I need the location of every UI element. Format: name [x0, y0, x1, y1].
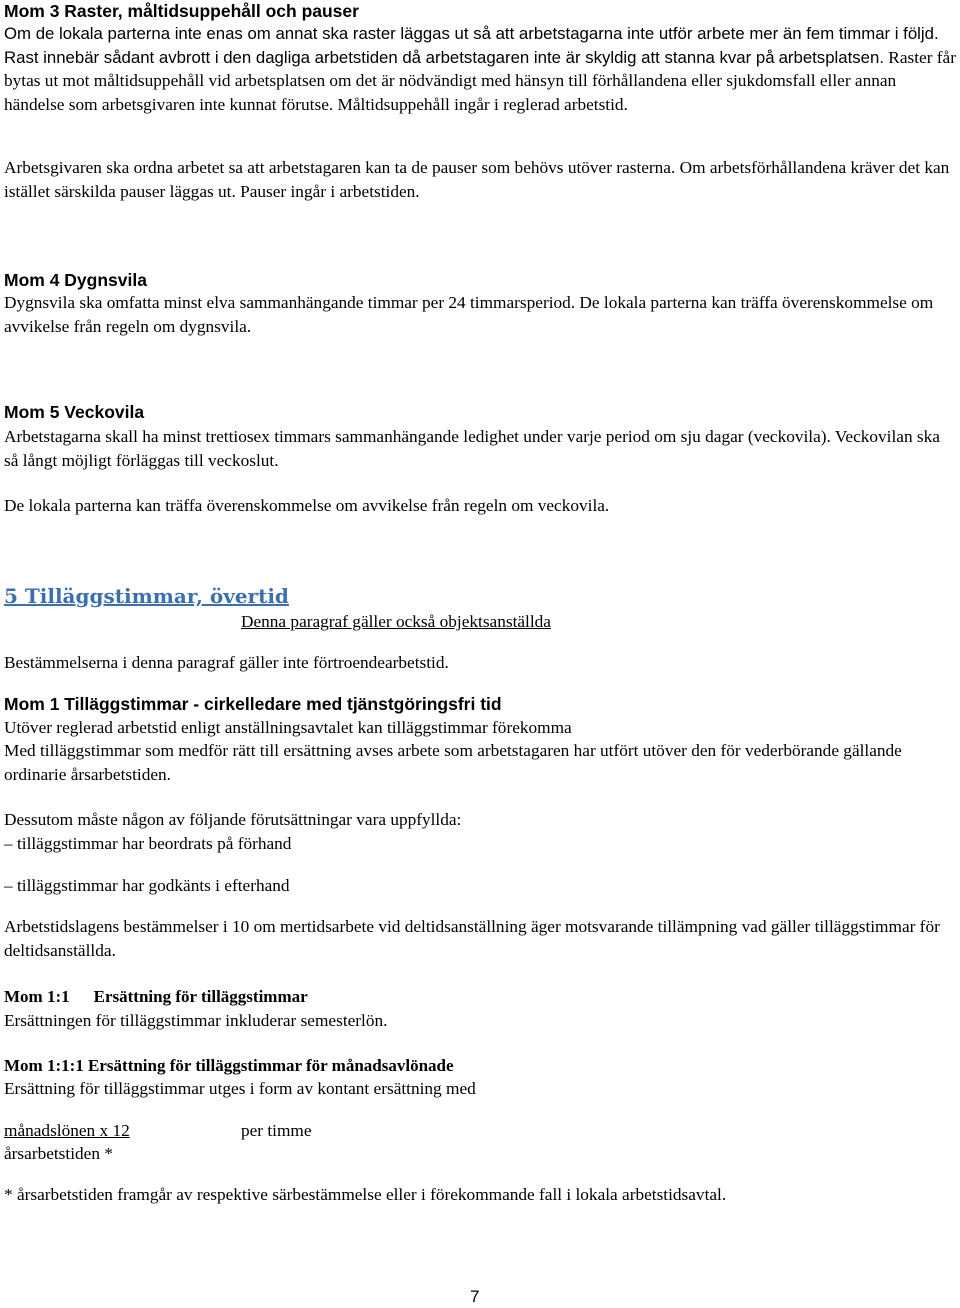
mom11-heading-num: Mom 1:1 [4, 987, 70, 1006]
mom1-arbetstidslagen: Arbetstidslagens bestämmelser i 10 om mertidsarbete vid deltidsanställning äger motsvarande tillämpning vad gäller tilläggstimmar för deltidsanställda. [4, 917, 940, 960]
mom1-heading: Mom 1 Tilläggstimmar - cirkelledare med tjänstgöringsfri tid [4, 694, 502, 714]
mom4-text: Dygnsvila ska omfatta minst elva sammanhängande timmar per 24 timmarsperiod. De lokala parterna kan träffa överenskommelse om avvikelse från regeln om dygnsvila. [4, 293, 934, 336]
mom1-condition1: – tilläggstimmar har beordrats på förhand [4, 834, 292, 853]
section5-intro: Bestämmelserna i denna paragraf gäller inte förtroendearbetstid. [4, 653, 449, 672]
mom5-paragraph2: De lokala parterna kan träffa överenskommelse om avvikelse från regeln om veckovila. [4, 496, 610, 515]
mom1-line1: Utöver reglerad arbetstid enligt anställningsavtalet kan tilläggstimmar förekomma [4, 718, 572, 737]
mom11-heading [4, 985, 956, 1008]
section5-heading: 5 Tilläggstimmar, övertid [4, 584, 289, 608]
formula-per: per timme [241, 1121, 312, 1140]
mom111-footnote: * årsarbetstiden framgår av respektive särbestämmelse eller i förekommande fall i lokala arbetstidsavtal. [4, 1185, 727, 1204]
mom1-condition2: – tilläggstimmar har godkänts i efterhand [4, 876, 290, 895]
formula-denominator: årsarbetstiden * [4, 1144, 113, 1163]
page-number: 7 [470, 1287, 480, 1306]
mom11-heading-title: Ersättning för tilläggstimmar [93, 987, 308, 1006]
mom111-heading: Mom 1:1:1 Ersättning för tilläggstimmar för månadsavlönade [4, 1056, 454, 1075]
mom1-line2: Med tilläggstimmar som medför rätt till ersättning avses arbete som arbetstagaren har utfört utöver den för vederbörande gällande ordinarie årsarbetstiden. [4, 741, 902, 784]
section5-subnote [241, 610, 941, 634]
mom3-body [4, 22, 956, 116]
formula-numerator: månadslönen x 12 [4, 1121, 130, 1140]
mom3-text-line1: Om de lokala parterna inte enas om annat ska raster läggas ut så att arbetstagarna inte utför arbete mer än fem timmar i följd. Rast innebär sådant avbrott i den dagliga arbetstiden då arbetstagaren inte är skyldig att stanna kvar på [4, 24, 939, 67]
mom11-text: Ersättningen för tilläggstimmar inkluderar semesterlön. [4, 1011, 388, 1030]
mom111-text: Ersättning för tilläggstimmar utges i form av kontant ersättning med [4, 1079, 476, 1098]
mom3-paragraph2: Arbetsgivaren ska ordna arbetet sa att arbetstagaren kan ta de pauser som behövs utöver rasterna. Om arbetsförhållandena kräver det kan istället särskilda pauser läggas ut. Pauser ingår i arbetstiden. [4, 158, 950, 201]
mom5-text: Arbetstagarna skall ha minst trettiosex timmars sammanhängande ledighet under varje period om sju dagar (veckovila). Veckovilan ska så långt möjligt förläggas till veckoslut. [4, 427, 940, 470]
mom3-text-line2b: Raster får bytas ut mot måltidsuppehåll vid arbetsplatsen om det är nödvändigt med hänsyn till förhållandena eller sjukdomsfall eller annan händelse som arbetsgivaren inte kunnat förutse. Måltidsuppehåll ingår i reglerad arbetstid. [4, 47, 956, 114]
mom3-text-line2a: arbetsplatsen. [778, 47, 884, 67]
mom1-conditions-intro: Dessutom måste någon av följande förutsättningar vara uppfyllda: [4, 810, 462, 829]
mom5-heading: Mom 5 Veckovila [4, 402, 145, 422]
mom3-heading: Mom 3 Raster, måltidsuppehåll och pauser [4, 1, 359, 21]
section5-subnote-text: Denna paragraf gäller också objektsanställda [241, 612, 551, 631]
mom4-heading: Mom 4 Dygnsvila [4, 270, 147, 290]
